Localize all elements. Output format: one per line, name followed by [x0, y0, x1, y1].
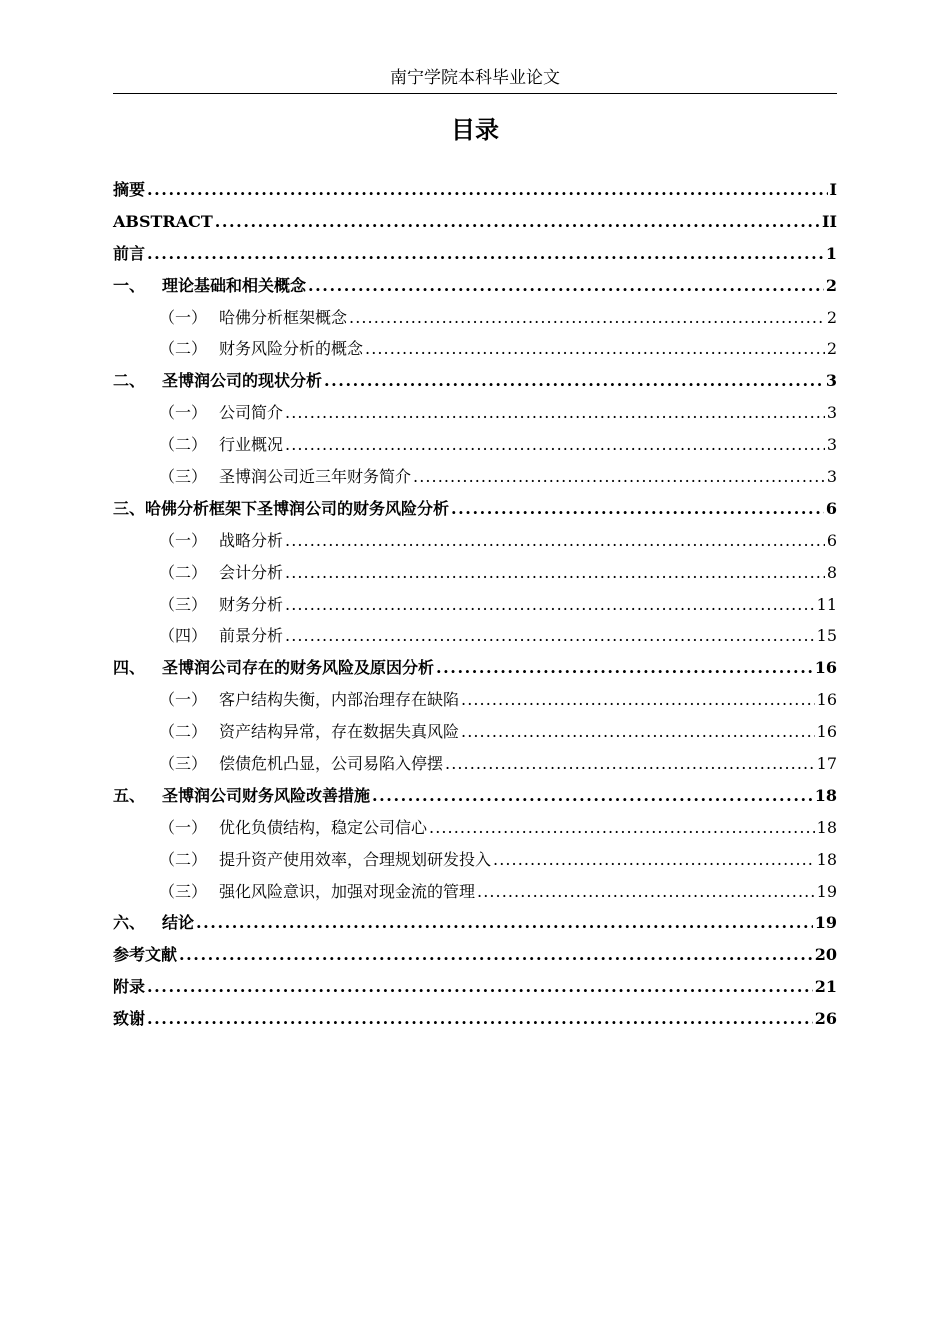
- toc-entry[interactable]: [113, 684, 837, 716]
- toc-entry-number: （一）: [159, 307, 208, 327]
- toc-entry[interactable]: [113, 748, 837, 780]
- toc-entry-page: 15: [816, 626, 837, 646]
- toc-entry-number: （二）: [159, 435, 208, 455]
- toc-entry-label: 财务分析: [219, 594, 284, 614]
- toc-dot-leader: [308, 270, 824, 302]
- toc-entry[interactable]: [113, 971, 837, 1003]
- toc-dot-leader: [179, 939, 813, 971]
- toc-entry-label: 圣博润公司存在的财务风险及原因分析: [162, 658, 435, 678]
- toc-entry[interactable]: [113, 333, 837, 365]
- toc-dot-leader: [285, 429, 825, 461]
- toc-entry-label: 优化负债结构，稳定公司信心: [219, 817, 428, 837]
- toc-dot-leader: [147, 174, 828, 206]
- toc-entry-label: 圣博润公司的现状分析: [162, 371, 323, 391]
- toc-entry-label: 三、哈佛分析框架下圣博润公司的财务风险分析: [113, 498, 450, 518]
- toc-entry[interactable]: [113, 397, 837, 429]
- toc-entry-page: 21: [814, 977, 837, 997]
- toc-entry-number: （一）: [159, 403, 208, 423]
- toc-entry-number: （四）: [159, 626, 208, 646]
- toc-entry-label: 偿债危机凸显，公司易陷入停摆: [219, 754, 444, 774]
- toc-entry-label: 会计分析: [219, 562, 284, 582]
- toc-entry-page: 1: [825, 243, 837, 263]
- toc-entry-page: 3: [826, 403, 837, 423]
- toc-entry-page: 3: [825, 371, 837, 391]
- toc-entry-label: 提升资产使用效率，合理规划研发投入: [219, 849, 492, 869]
- toc-dot-leader: [285, 525, 825, 557]
- toc-entry-number: （二）: [159, 339, 208, 359]
- toc-entry-label: 附录: [113, 977, 146, 997]
- toc-entry-page: 16: [816, 722, 837, 742]
- toc-dot-leader: [285, 557, 825, 589]
- toc-entry-page: 6: [825, 498, 837, 518]
- toc-entry-page: 18: [816, 817, 837, 837]
- toc-dot-leader: [285, 397, 825, 429]
- toc-entry-label: 财务风险分析的概念: [219, 339, 364, 359]
- toc-entry-page: 3: [826, 435, 837, 455]
- toc-entry-label: 结论: [162, 913, 195, 933]
- toc-entry-page: 8: [826, 562, 837, 582]
- toc-entry[interactable]: [113, 461, 837, 493]
- toc-entry[interactable]: [113, 716, 837, 748]
- toc-dot-leader: [147, 238, 824, 270]
- toc-dot-leader: [349, 302, 825, 334]
- page-title: 目录: [451, 115, 499, 144]
- toc-entry[interactable]: [113, 493, 837, 525]
- toc-entry-page: 16: [814, 658, 837, 678]
- toc-entry-number: 四、: [113, 658, 146, 678]
- toc-entry-number: （三）: [159, 467, 208, 487]
- table-of-contents: [113, 174, 837, 1035]
- toc-entry[interactable]: [113, 589, 837, 621]
- toc-entry-number: 一、: [113, 275, 146, 295]
- toc-entry[interactable]: [113, 206, 837, 238]
- toc-entry[interactable]: [113, 812, 837, 844]
- toc-entry-page: 11: [816, 594, 837, 614]
- toc-dot-leader: [324, 365, 824, 397]
- toc-entry-label: 前景分析: [219, 626, 284, 646]
- toc-entry-number: 五、: [113, 785, 146, 805]
- toc-entry-page: 2: [826, 307, 837, 327]
- toc-entry-number: 六、: [113, 913, 146, 933]
- toc-entry-number: （二）: [159, 562, 208, 582]
- toc-entry-label: 客户结构失衡，内部治理存在缺陷: [219, 690, 460, 710]
- toc-dot-leader: [365, 333, 825, 365]
- toc-entry[interactable]: [113, 939, 837, 971]
- toc-entry-page: 2: [825, 275, 837, 295]
- toc-entry-label: 参考文献: [113, 945, 178, 965]
- toc-dot-leader: [147, 971, 813, 1003]
- toc-dot-leader: [461, 684, 815, 716]
- toc-dot-leader: [215, 206, 820, 238]
- toc-dot-leader: [372, 780, 813, 812]
- toc-entry-label: 圣博润公司财务风险改善措施: [162, 785, 371, 805]
- toc-entry[interactable]: [113, 652, 837, 684]
- toc-entry[interactable]: [113, 429, 837, 461]
- toc-entry-page: I: [829, 180, 837, 199]
- toc-entry[interactable]: [113, 620, 837, 652]
- toc-entry-number: （三）: [159, 881, 208, 901]
- toc-entry-page: 20: [814, 945, 837, 965]
- toc-entry-number: （三）: [159, 754, 208, 774]
- toc-dot-leader: [285, 620, 815, 652]
- toc-dot-leader: [461, 716, 815, 748]
- toc-entry-label: 资产结构异常，存在数据失真风险: [219, 722, 460, 742]
- toc-entry-label: 圣博润公司近三年财务简介: [219, 467, 412, 487]
- toc-entry[interactable]: [113, 525, 837, 557]
- toc-entry-page: 16: [816, 690, 837, 710]
- toc-entry[interactable]: [113, 174, 837, 206]
- toc-dot-leader: [436, 652, 813, 684]
- toc-entry-page: II: [822, 211, 837, 231]
- toc-dot-leader: [451, 493, 824, 525]
- toc-entry[interactable]: [113, 557, 837, 589]
- toc-dot-leader: [147, 1003, 813, 1035]
- toc-dot-leader: [493, 844, 815, 876]
- toc-dot-leader: [445, 748, 815, 780]
- toc-entry-number: （三）: [159, 594, 208, 614]
- toc-entry-page: 18: [814, 785, 837, 805]
- toc-entry[interactable]: [113, 365, 837, 397]
- toc-entry[interactable]: [113, 844, 837, 876]
- toc-entry-number: （一）: [159, 530, 208, 550]
- toc-entry-label: 行业概况: [219, 435, 284, 455]
- toc-dot-leader: [196, 907, 813, 939]
- toc-entry[interactable]: [113, 780, 837, 812]
- toc-entry-label: 前言: [113, 243, 146, 263]
- toc-entry-label: 哈佛分析框架概念: [219, 307, 348, 327]
- toc-dot-leader: [285, 589, 815, 621]
- toc-entry[interactable]: [113, 238, 837, 270]
- toc-entry-number: （二）: [159, 849, 208, 869]
- toc-entry-page: 19: [816, 881, 837, 901]
- toc-entry-page: 2: [826, 339, 837, 359]
- toc-entry[interactable]: [113, 876, 837, 908]
- toc-entry-page: 6: [826, 530, 837, 550]
- toc-dot-leader: [477, 876, 815, 908]
- toc-entry-number: （二）: [159, 722, 208, 742]
- toc-entry-page: 19: [814, 913, 837, 933]
- toc-entry-page: 18: [816, 849, 837, 869]
- toc-entry[interactable]: [113, 302, 837, 334]
- toc-entry[interactable]: [113, 907, 837, 939]
- toc-entry-label: ABSTRACT: [113, 211, 213, 231]
- toc-entry-page: 26: [814, 1009, 837, 1029]
- toc-entry-label: 强化风险意识，加强对现金流的管理: [219, 881, 476, 901]
- toc-entry-number: 二、: [113, 371, 146, 391]
- toc-entry-page: 3: [826, 467, 837, 487]
- toc-entry[interactable]: [113, 1003, 837, 1035]
- header-rule: [113, 93, 837, 94]
- toc-entry-number: （一）: [159, 817, 208, 837]
- toc-entry-label: 摘要: [113, 180, 146, 199]
- toc-entry-number: （一）: [159, 690, 208, 710]
- toc-dot-leader: [413, 461, 825, 493]
- toc-entry[interactable]: [113, 270, 837, 302]
- toc-entry-page: 17: [816, 754, 837, 774]
- toc-entry-label: 公司简介: [219, 403, 284, 423]
- toc-dot-leader: [429, 812, 815, 844]
- toc-entry-label: 致谢: [113, 1009, 146, 1029]
- page-header: 南宁学院本科毕业论文: [390, 68, 560, 88]
- toc-entry-label: 理论基础和相关概念: [162, 275, 307, 295]
- toc-entry-label: 战略分析: [219, 530, 284, 550]
